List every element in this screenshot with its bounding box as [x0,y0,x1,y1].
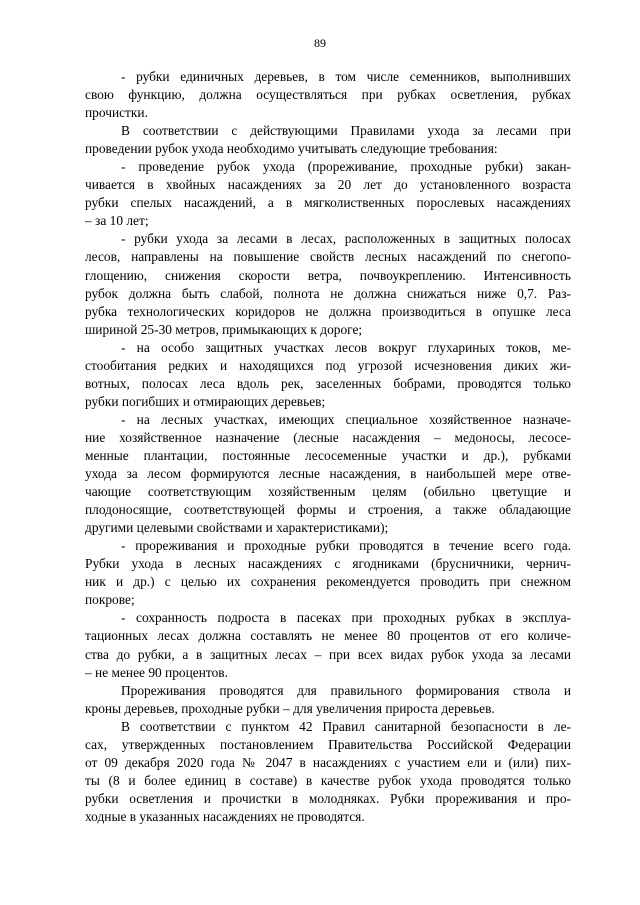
text-line: рубок должна быть слабой, полнота не должна снижаться ниже 0,7. Раз- [85,285,571,301]
page-number: 89 [314,36,326,50]
text-line: ник и др.) с целью их сохранения рекомендуется проводить при снежном [85,574,571,590]
text-line: - прореживания и проходные рубки проводятся в течение всего года. [121,538,571,554]
body-text [85,68,571,826]
text-line: шириной 25-30 метров, примыкающих к дороге; [85,321,363,337]
text-line: - проведение рубок ухода (прореживание, проходные рубки) закан- [121,159,571,175]
text-line: - сохранность подроста в пасеках при проходных рубках в эксплуа- [121,610,571,626]
text-line: – не менее 90 процентов. [85,664,228,680]
text-line: глощению, снижения скорости ветра, почвоукреплению. Интенсивность [85,267,571,283]
text-line: - на лесных участках, имеющих специальное хозяйственное назначе- [121,411,571,427]
text-line: свою функцию, должна осуществляться при рубках осветления, рубках [85,87,571,103]
text-line: рубки погибших и отмирающих деревьев; [85,393,326,409]
text-line: - на особо защитных участках лесов вокруг глухариных токов, ме- [121,339,571,355]
text-line: рубки осветления и прочистки в молодняках. Рубки прореживания и про- [85,790,571,806]
text-line: чающие соответствующим хозяйственным целям (обильно цветущие и [85,484,571,500]
text-line: Рубки ухода в лесных насаждениях с ягодниками (брусничники, чернич- [85,556,571,572]
text-line: В соответствии с пунктом 42 Правил санитарной безопасности в ле- [121,718,571,734]
text-line: - рубки единичных деревьев, в том числе семенников, выполнивших [121,69,571,84]
text-line: стообитания редких и находящихся под угрозой исчезновения диких жи- [85,357,571,373]
text-line: плодоносящие, соответствующей формы и строения, а также обладающие [85,502,571,518]
text-line: другими целевыми свойствами и характеристиками); [85,520,389,536]
text-line: от 09 декабря 2020 года № 2047 в насаждениях с участием ели и (или) пих- [85,754,571,770]
text-line: ухода за лесом формируются лесные насаждения, в наибольшей мере отве- [85,466,571,482]
text-line: сах, утвержденных постановлением Правительства Российской Федерации [85,736,571,752]
text-line: рубка технологических коридоров не должна производиться в опушке леса [85,303,571,319]
text-line: ходные в указанных насаждениях не проводятся. [85,808,365,824]
text-line: кроны деревьев, проходные рубки – для увеличения прироста деревьев. [85,700,495,716]
text-line: ты (8 и более единиц в составе) в качестве рубок ухода проводятся только [85,772,571,788]
text-line: ства до рубки, а в защитных лесах – при всех видах рубок ухода за лесами [85,646,571,662]
text-line: рубки спелых насаждений, а в мягколиственных порослевых насаждениях [85,195,571,211]
text-line: лесов, направлены на повышение свойств лесных насаждений по снегопо- [85,249,571,265]
text-line: прочистки. [85,105,148,121]
text-line: ние хозяйственное назначение (лесные насаждения – медоносы, лесосе- [85,429,571,445]
text-line: - рубки ухода за лесами в лесах, расположенных в защитных полосах [121,231,571,247]
text-line: проведении рубок ухода необходимо учитывать следующие требования: [85,141,498,157]
text-line: покрове; [85,592,135,608]
text-line: В соответствии с действующими Правилами ухода за лесами при [121,123,571,139]
text-line: чивается в хвойных насаждениях за 20 лет до установленного возраста [85,177,571,193]
text-line: менные плантации, постоянные лесосеменные участки и др.), рубками [85,447,571,463]
text-line: тационных лесах должна составлять не менее 80 процентов от его количе- [85,628,571,644]
text-line: вотных, полосах леса вдоль рек, заселенных бобрами, проводятся только [85,375,571,391]
text-line: – за 10 лет; [85,213,149,229]
text-line: Прореживания проводятся для правильного формирования ствола и [121,682,571,698]
